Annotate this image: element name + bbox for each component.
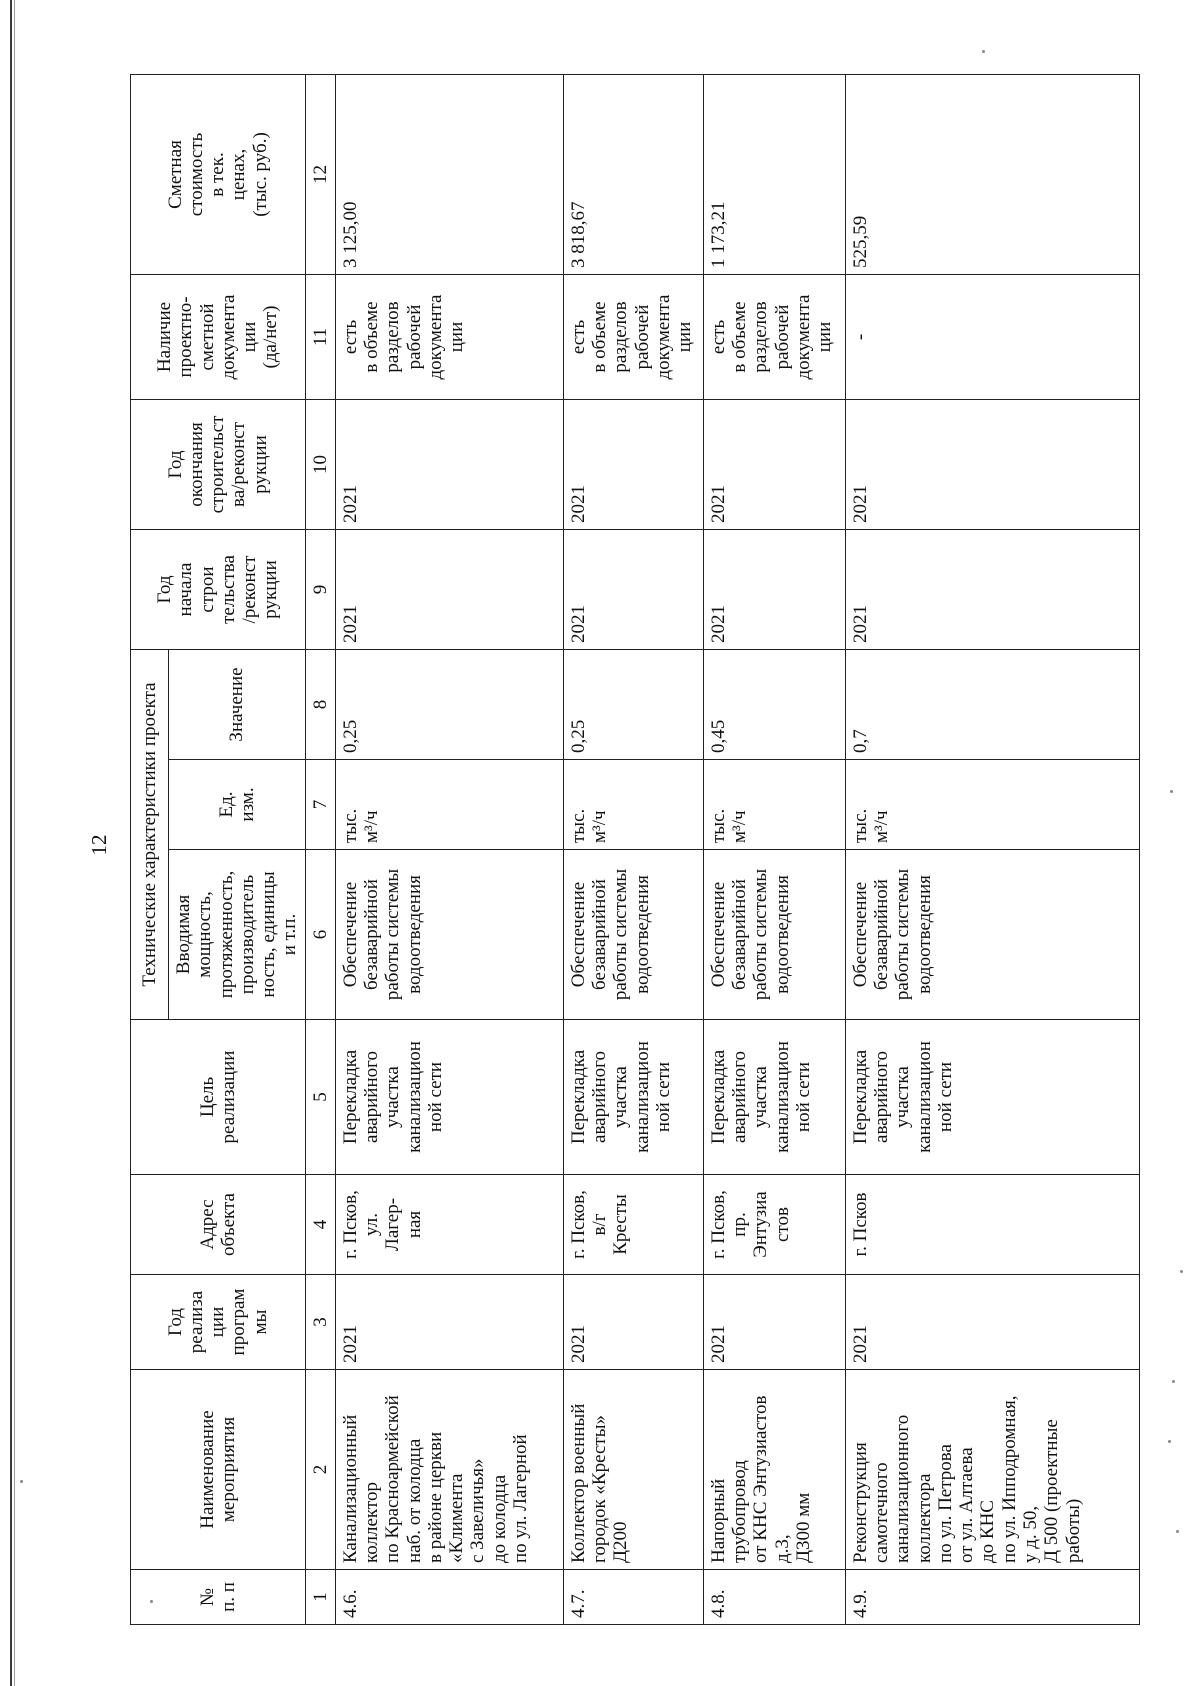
scan-speck	[1176, 1530, 1179, 1533]
scan-speck	[1180, 1270, 1183, 1273]
row-unit: тыс. м³/ч	[563, 760, 703, 850]
header-start: Год начала строи тельства /реконст рукции	[131, 529, 306, 649]
index-cell: 2	[305, 1370, 335, 1570]
header-no: № п. п	[131, 1570, 306, 1625]
row-no: 4.8.	[703, 1570, 845, 1625]
row-end: 2021	[335, 399, 563, 529]
row-name: Реконструкция самотечного канализационного коллектора по ул. Петрова от ул. Алтаева до КНС по ул. Ипподромная, у д. 50, Д 500 (проектные работы)	[845, 1370, 1139, 1570]
row-docs: -	[845, 274, 1139, 399]
row-goal: Перекладка аварийного участка канализацион ной сети	[703, 1020, 845, 1175]
header-end: Год окончания строительст ва/реконст рукции	[131, 399, 306, 529]
row-year: 2021	[335, 1275, 563, 1370]
scan-edge-line	[10, 0, 12, 1686]
scan-speck	[1168, 1440, 1171, 1443]
scan-speck	[1172, 1380, 1175, 1383]
row-docs: есть в объеме разделов рабочей документа ции	[703, 274, 845, 399]
row-value: 0,45	[703, 649, 845, 759]
header-name: Наименование мероприятия	[131, 1370, 306, 1570]
scan-edge-shadow	[14, 0, 15, 1686]
row-address: г. Псков, пр. Энтузиа стов	[703, 1175, 845, 1275]
row-goal: Перекладка аварийного участка канализацион ной сети	[845, 1020, 1139, 1175]
row-cost: 1 173,21	[703, 74, 845, 274]
header-value: Значение	[169, 649, 306, 759]
projects-table	[130, 74, 1140, 1625]
row-end: 2021	[563, 399, 703, 529]
row-name: Канализационный коллектор по Красноармейской наб. от колодца в районе церкви «Климента с Завеличья» до колодца по ул. Лагерной	[335, 1370, 563, 1570]
scan-speck	[20, 1480, 23, 1483]
table-row	[335, 74, 563, 1624]
index-cell: 12	[305, 74, 335, 274]
scan-speck	[982, 50, 985, 53]
row-address: г. Псков, ул. Лагер- ная	[335, 1175, 563, 1275]
row-goal: Перекладка аварийного участка канализацион ной сети	[335, 1020, 563, 1175]
column-index-row	[305, 74, 335, 1624]
header-cost: Сметная стоимость в тек. ценах, (тыс. руб.)	[131, 74, 306, 274]
row-no: 4.7.	[563, 1570, 703, 1625]
row-start: 2021	[703, 529, 845, 649]
row-start: 2021	[563, 529, 703, 649]
row-unit: тыс. м³/ч	[845, 760, 1139, 850]
row-start: 2021	[845, 529, 1139, 649]
row-goal: Перекладка аварийного участка канализацион ной сети	[563, 1020, 703, 1175]
row-no: 4.9.	[845, 1570, 1139, 1625]
index-cell: 7	[305, 760, 335, 850]
header-capacity: Вводимая мощность, протяженность, производитель ность, единицы и т.п.	[169, 850, 306, 1020]
row-docs: есть в объеме разделов рабочей документа ции	[335, 274, 563, 399]
index-cell: 10	[305, 399, 335, 529]
row-value: 0,25	[335, 649, 563, 759]
header-year: Год реализа ции програм мы	[131, 1275, 306, 1370]
row-docs: есть в объеме разделов рабочей документа ции	[563, 274, 703, 399]
index-cell: 1	[305, 1570, 335, 1625]
header-goal: Цель реализации	[131, 1020, 306, 1175]
row-address: г. Псков, в/г Кресты	[563, 1175, 703, 1275]
row-cost: 3 818,67	[563, 74, 703, 274]
header-address: Адрес объекта	[131, 1175, 306, 1275]
row-value: 0,25	[563, 649, 703, 759]
table-row	[703, 74, 845, 1624]
row-value: 0,7	[845, 649, 1139, 759]
header-unit: Ед. изм.	[169, 760, 306, 850]
row-name: Напорный трубопровод от КНС Энтузиастов д.3, Д300 мм	[703, 1370, 845, 1570]
index-cell: 6	[305, 850, 335, 1020]
scan-speck	[150, 1600, 153, 1603]
row-cost: 3 125,00	[335, 74, 563, 274]
row-end: 2021	[845, 399, 1139, 529]
table-row	[563, 74, 703, 1624]
row-start: 2021	[335, 529, 563, 649]
row-capacity: Обеспечение безаварийной работы системы водоотведения	[845, 850, 1139, 1020]
rotated-table-container	[130, 75, 1140, 1625]
index-cell: 4	[305, 1175, 335, 1275]
table-row	[845, 74, 1139, 1624]
index-cell: 3	[305, 1275, 335, 1370]
row-year: 2021	[563, 1275, 703, 1370]
scan-speck	[1170, 790, 1173, 793]
row-cost: 525,59	[845, 74, 1139, 274]
row-capacity: Обеспечение безаварийной работы системы водоотведения	[563, 850, 703, 1020]
index-cell: 8	[305, 649, 335, 759]
row-end: 2021	[703, 399, 845, 529]
row-year: 2021	[845, 1275, 1139, 1370]
row-capacity: Обеспечение безаварийной работы системы водоотведения	[335, 850, 563, 1020]
header-docs: Наличие проектно- сметной документа ции (да/нет)	[131, 274, 306, 399]
row-unit: тыс. м³/ч	[703, 760, 845, 850]
row-no: 4.6.	[335, 1570, 563, 1625]
row-name: Коллектор военный городок «Кресты» Д200	[563, 1370, 703, 1570]
row-capacity: Обеспечение безаварийной работы системы водоотведения	[703, 850, 845, 1020]
row-unit: тыс. м³/ч	[335, 760, 563, 850]
header-tech-group: Технические характеристики проекта	[131, 649, 169, 1019]
index-cell: 11	[305, 274, 335, 399]
index-cell: 9	[305, 529, 335, 649]
index-cell: 5	[305, 1020, 335, 1175]
row-year: 2021	[703, 1275, 845, 1370]
row-address: г. Псков	[845, 1175, 1139, 1275]
page-number: 12	[87, 834, 111, 856]
